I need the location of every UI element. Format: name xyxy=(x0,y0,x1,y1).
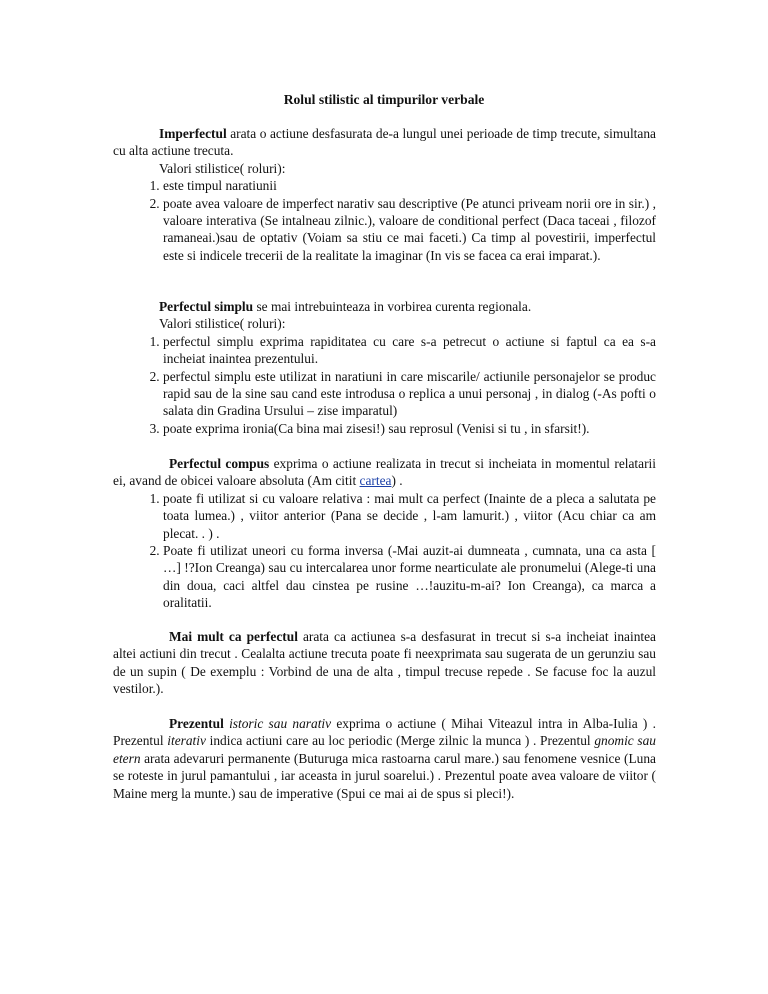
cartea-link[interactable]: cartea xyxy=(359,473,392,489)
prezent-istoric-label: istoric sau narativ xyxy=(229,716,332,731)
perfect-compus-intro-end: ) . xyxy=(391,473,403,489)
imperfect-list xyxy=(113,177,656,264)
perfect-simplu-values-label: Valori stilistice( roluri): xyxy=(159,316,286,332)
prezent-text-4: arata adevaruri permanente (Buturuga mica rastoarna carul mare.) sau fenomene vesnice (Luna se roteste in jurul pamantului , iar aceasta in jurul soarelui.) . Prezentul poate avea valoare de viitor ( Maine merg la munte.) sau de imperative (Spui ce mai ai de spus si pleci!). xyxy=(113,750,656,801)
perfect-compus-intro xyxy=(113,455,656,490)
prezent-iterativ-label: iterativ xyxy=(167,733,206,749)
imperfect-term: Imperfectul xyxy=(159,126,227,141)
prezent-term: Prezentul xyxy=(169,716,224,731)
section-prezent xyxy=(113,715,656,802)
prezent-gnomic-label: gnomic sau etern xyxy=(113,733,657,766)
section-imperfect xyxy=(113,125,656,264)
prezent-text-2: exprima o actiune ( Mihai Viteazul intra in Alba-Iulia ) . Prezentul xyxy=(113,716,656,749)
list-item: 3. poate exprima ironia(Ca bina mai zisesi!) sau reprosul (Venisi si tu , in sfarsit!). xyxy=(163,420,656,437)
perfect-simplu-term: Perfectul simplu xyxy=(159,299,254,314)
mai-mult-ca-perfect-term: Mai mult ca perfectul xyxy=(169,629,298,644)
perfect-simplu-list xyxy=(113,333,656,437)
list-item: 1. poate fi utilizat si cu valoare relativa : mai mult ca perfect (Inainte de a pleca a salutata pe toata lumea.) , viitor anterior (Pana se decide , l-am lamurit.) , viitor (Acu chiar ca am plecat. . ) . xyxy=(163,490,656,542)
imperfect-intro xyxy=(113,125,656,160)
imperfect-values-label: Valori stilistice( roluri): xyxy=(159,160,286,176)
list-item: 2. Poate fi utilizat uneori cu forma inversa (-Mai auzit-ai dumneata , cumnata, una ca asta [ …] !?Ion Creanga) sau cu intercalarea unor forme nearticulate ale pronumelui (Alege-ti una din doua, caci altfel dau cinstea pe rusine …!auzitu-m-ai? Ion Creanga), ca marca a oralitatii. xyxy=(163,542,656,612)
prezent-text-3: indica actiuni care au loc periodic (Merge zilnic la munca ) . Prezentul xyxy=(205,733,595,749)
imperfect-intro-text: arata o actiune desfasurata de-a lungul unei perioade de timp trecute, simultana cu alta actiune trecuta. xyxy=(113,126,656,159)
list-item: 1. perfectul simplu exprima rapiditatea cu care s-a petrecut o actiune si faptul ca ea s-a incheiat inaintea prezentului. xyxy=(163,333,656,368)
section-perfect-simplu xyxy=(113,298,656,437)
prezent-paragraph xyxy=(113,715,656,802)
perfect-compus-term: Perfectul compus xyxy=(169,456,270,471)
list-item: 1. este timpul naratiunii xyxy=(163,177,656,194)
list-item: 2. poate avea valoare de imperfect narativ sau descriptive (Pe atunci priveam norii ore in sir.) , valoare interativa (Se intalneau zilnic.), valoare de conditional perfect (Daca taceai , filozof ramaneai.)sau de optativ (Voiam sa stiu ce mai faceti.) Ca timp al povestirii, imperfectul este si indicele trecerii de la realitate la imaginar (In vis se facea ca erai imparat.). xyxy=(163,195,656,265)
page-title: Rolul stilistic al timpurilor verbale xyxy=(283,92,485,107)
mai-mult-ca-perfect-paragraph xyxy=(113,628,656,698)
section-mai-mult-ca-perfect xyxy=(113,628,656,698)
perfect-simplu-intro xyxy=(113,298,656,315)
perfect-compus-intro-text: exprima o actiune realizata in trecut si incheiata in momentul relatarii ei, avand de obicei valoare absoluta (Am citit xyxy=(113,456,656,489)
perfect-simplu-intro-text: se mai intrebuinteaza in vorbirea curenta regionala. xyxy=(253,299,532,314)
section-perfect-compus xyxy=(113,455,656,612)
list-item: 2. perfectul simplu este utilizat in naratiuni in care miscarile/ actiunile personajelor se produc rapid sau de la sine sau cand este introdusa o replica a unui personaj , in dialog (-As pofti o salata din Gradina Ursului – zise imparatul) xyxy=(163,368,656,420)
perfect-compus-list xyxy=(113,490,656,612)
mai-mult-ca-perfect-text: arata ca actiunea s-a desfasurat in trecut si s-a incheiat inaintea altei actiuni din trecut . Cealalta actiune trecuta poate fi neexprimata sau sugerata de un gerunziu sau de un supin ( De exemplu : Vorbind de una de alta , timpul trecuse repede . Se facuse foc la auzul vestilor.). xyxy=(113,629,656,697)
